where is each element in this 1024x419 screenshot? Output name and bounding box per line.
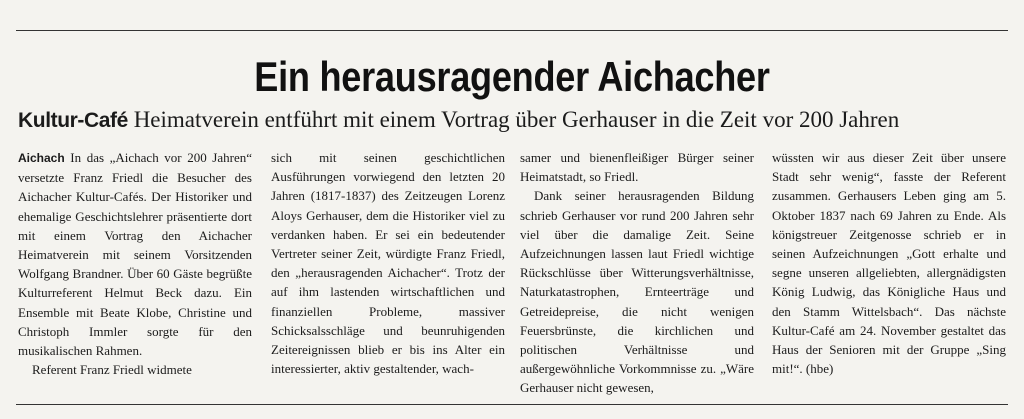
kicker: Kultur-Café xyxy=(18,109,128,132)
headline: Ein herausragender Aichacher xyxy=(254,53,770,100)
subheadline-line xyxy=(18,106,1024,135)
column-2 xyxy=(271,148,505,378)
column-3 xyxy=(520,148,754,398)
dateline: Aichach xyxy=(18,151,65,165)
column-1 xyxy=(18,148,252,379)
paragraph: sich mit seinen geschichtlichen Ausführungen vorwiegend den letzten 20 Jahren (1817-1837) des Zeitzeugen Lorenz Aloys Gerhauser, dem die Historiker viel zu verdanken haben. Er sei ein bedeutender Vertreter seiner Zeit, würdigte Franz Friedl, den „herausragenden Aichacher“. Trotz der auf ihm lastenden wirtschaftlichen und finanziellen Probleme, massiver Schicksalsschläge und beunruhigenden Zeitereignissen blieb er bis ins Alter ein interessierter, aktiv gestaltender, wach- xyxy=(271,150,505,377)
paragraph: Dank seiner herausragenden Bildung schrieb Gerhauser vor rund 200 Jahren sehr viel über die damalige Zeit. Seine Aufzeichnungen lassen laut Friedl wichtige Rückschlüsse über Witterungsverhältnisse, Naturkatastrophen, Ernteerträge und Getreidepreise, die nicht wenigen Feuersbrünste, die kirchlichen und politischen Verhältnisse und außergewöhnliche Vorkommnisse zu. „Wäre Gerhauser nicht gewesen, xyxy=(520,188,754,396)
bleed-through-bottom xyxy=(380,406,840,418)
paragraph-text: In das „Aichach vor 200 Jahren“ versetzte Franz Friedl die Besucher des Aichacher Kultur-Cafés. Der Historiker und ehemalige Geschichtslehrer präsentierte dort mit einem Vortrag den Aichacher Heimatverein mit seinem Vorsitzenden Wolfgang Brandner. Über 60 Gäste begrüßte Kulturreferent Helmut Beck dazu. Ein Ensemble mit Beate Klobe, Christine und Christoph Immler sorgte für den musikalischen Rahmen. xyxy=(18,150,253,359)
subheadline: Heimatverein entführt mit einem Vortrag über Gerhauser in die Zeit vor 200 Jahren xyxy=(133,107,900,132)
bottom-rule xyxy=(16,404,1008,405)
top-rule xyxy=(16,30,1008,31)
paragraph: samer und bienenfleißiger Bürger seiner Heimatstadt, so Friedl. xyxy=(520,150,754,185)
paragraph: wüssten wir aus dieser Zeit über unsere Stadt sehr wenig“, fasste der Referent zusammen. Gerhausers Leben ging am 5. Oktober 1837 nach 69 Jahren zu Ende. Als königstreuer Zeitgenosse schrieb er in seinen Aufzeichnungen „Gott erhalte und segne unseren allgeliebten, allergnädigsten König Ludwig, das Königliche Haus und den Stamm Wittelsbach“. Das nächste Kultur-Café am 24. November gestaltet das Haus der Senioren mit der Gruppe „Sing mit!“. (hbe) xyxy=(772,150,1006,377)
paragraph: Referent Franz Friedl widmete xyxy=(32,362,192,378)
column-4 xyxy=(772,148,1006,378)
paragraph xyxy=(18,148,252,360)
